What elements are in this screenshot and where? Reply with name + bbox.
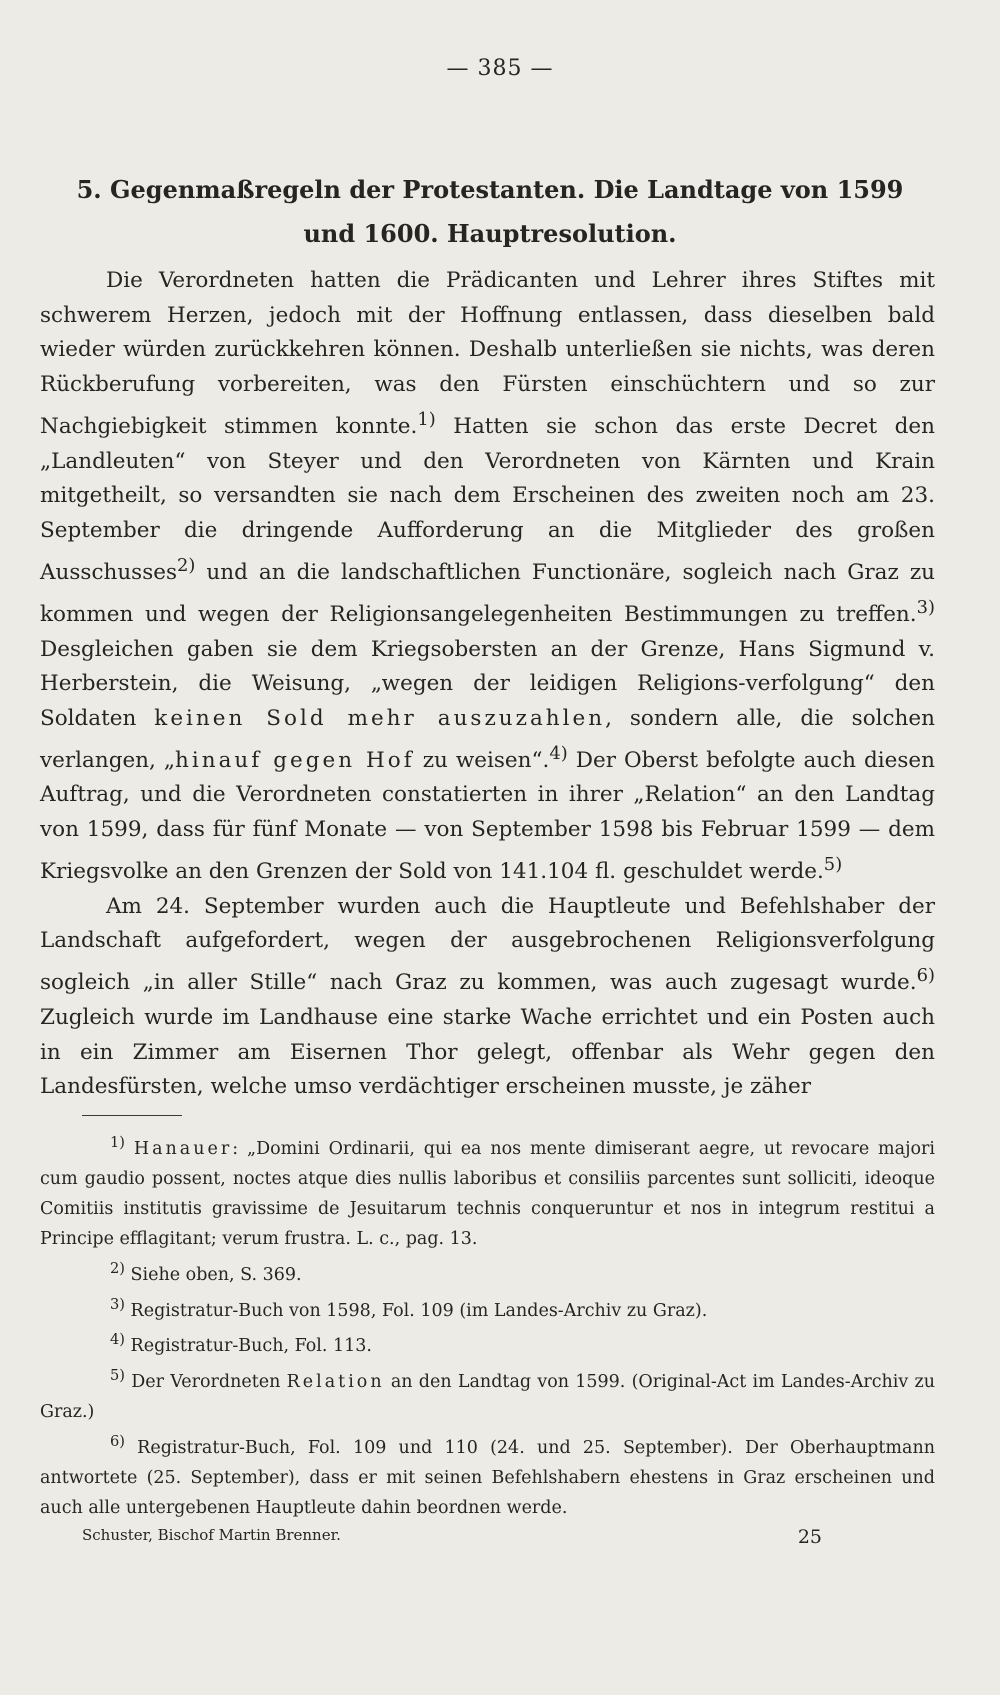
footnote-ref-5: 5) xyxy=(823,853,843,875)
section-title xyxy=(40,168,940,256)
footnote-1 xyxy=(40,1128,935,1254)
footnote-ref-2: 2) xyxy=(177,554,196,576)
emphasis-keinen-sold: keinen Sold mehr auszuzahlen xyxy=(154,705,606,731)
footnote-4 xyxy=(40,1325,935,1361)
footnote-6 xyxy=(40,1427,935,1523)
footnote-2-text: Siehe oben, S. 369. xyxy=(124,1264,302,1285)
page-footer xyxy=(82,1526,822,1548)
section-title-line-1: 5. Gegenmaßregeln der Protestanten. Die Landtage von 1599 xyxy=(76,175,904,204)
footnote-2 xyxy=(40,1254,935,1290)
footnote-ref-1: 1) xyxy=(417,408,436,430)
footnote-6-mark: 6) xyxy=(110,1433,125,1451)
body-text xyxy=(40,264,935,1105)
footnote-1-author: Hanauer xyxy=(133,1138,233,1159)
footnote-4-mark: 4) xyxy=(110,1331,125,1349)
footnote-1-text: : „Domini Ordinarii, qui ea nos mente dimiserant aegre, ut revocare majori cum gaudio possent, noctes atque dies nullis laboribus et consiliis parcentes sunt solliciti, ideoque Comitiis institutis gravissime de Jesuitarum technis conqueruntur et nos in integrum restitui a Principe efflagitant; verum frustra. L. c., pag. 13. xyxy=(40,1138,935,1249)
paragraph-1-text-1: Die Verordneten hatten die Prädicanten und Lehrer ihres Stiftes mit schwerem Herzen, jedoch mit der Hoffnung entlassen, dass dieselben bald wieder würden zurückkehren können. Deshalb unterließen sie nichts, was deren Rückberufung vorbereiten, was den Fürsten einschüchtern und so zur Nachgiebigkeit stimmen konnte. xyxy=(40,268,935,439)
paragraph-1-text-4: Desgleichen gaben sie dem Kriegsobersten an der Grenze, Hans Sigmund v. Herberstein, die Weisung, „wegen der leidigen Religions-verfolgung“ den Soldaten xyxy=(40,636,935,731)
paragraph-2-text-2: Zugleich wurde im Landhause eine starke Wache errichtet und ein Posten auch in ein Zimmer am Eisernen Thor gelegt, offenbar als Wehr gegen den Landesfürsten, welche umso verdächtiger erscheinen musste, je zäher xyxy=(40,1005,935,1100)
footnote-divider xyxy=(82,1115,182,1116)
running-footer-author: Schuster, Bischof Martin Brenner. xyxy=(82,1526,341,1544)
footnote-4-text: Registratur-Buch, Fol. 113. xyxy=(124,1336,372,1357)
paragraph-2-text-1: Am 24. September wurden auch die Hauptleute und Befehlshaber der Landschaft aufgefordert, wegen der ausgebrochenen Religionsverfolgung sogleich „in aller Stille“ nach Graz zu kommen, was auch zugesagt wurde. xyxy=(40,893,935,996)
paragraph-1-text-3: und an die landschaftlichen Functionäre, sogleich nach Graz zu kommen und wegen der Religionsangelegenheiten Bestimmungen zu treffen. xyxy=(40,559,935,627)
section-title-line-2: und 1600. Hauptresolution. xyxy=(303,219,677,248)
footnote-ref-3: 3) xyxy=(916,596,935,618)
footnote-ref-6: 6) xyxy=(916,965,935,987)
footnote-5-mark: 5) xyxy=(110,1367,125,1385)
footnote-5-text-b: an den Landtag von 1599. (Original-Act im Landes-Archiv zu Graz.) xyxy=(40,1372,935,1423)
paragraph-1-text-2: Hatten sie schon das erste Decret den „Landleuten“ von Steyer und den Verordneten von Kärnten und Krain mitgetheilt, so versandten sie nach dem Erscheinen des zweiten noch am 23. September die dringende Aufforderung an die Mitglieder des großen Ausschusses xyxy=(40,413,936,585)
page-number: — 385 — xyxy=(446,56,554,81)
emphasis-hinauf-gegen-hof: hinauf gegen Hof xyxy=(175,747,415,773)
footnote-3-text: Registratur-Buch von 1598, Fol. 109 (im Landes-Archiv zu Graz). xyxy=(124,1300,708,1321)
paragraph-2 xyxy=(40,890,935,1105)
paragraph-1 xyxy=(40,264,935,890)
paragraph-1-text-5: , sondern alle, die solchen verlangen, „ xyxy=(40,705,935,773)
footnote-3 xyxy=(40,1290,935,1326)
footnote-2-mark: 2) xyxy=(110,1259,125,1277)
footnotes xyxy=(40,1128,935,1523)
footnote-6-text: Registratur-Buch, Fol. 109 und 110 (24. und 25. September). Der Oberhauptmann antwortete (25. September), dass er mit seinen Befehlshabern ehestens in Graz erscheinen und auch alle untergebenen Hauptleute dahin beordnen werde. xyxy=(40,1437,935,1518)
footnote-5-text-a: Der Verordneten xyxy=(124,1372,287,1393)
footnote-5-relation: Relation xyxy=(286,1372,385,1393)
footnote-ref-4: 4) xyxy=(549,742,568,764)
footnote-1-mark: 1) xyxy=(110,1134,125,1151)
paragraph-1-text-7: Der Oberst befolgte auch diesen Auftrag, und die Verordneten constatierten in ihrer „Relation“ an den Landtag von 1599, dass für fünf Monate — von September 1598 bis Februar 1599 — dem Kriegsvolke an den Grenzen der Sold von 141.104 fl. geschuldet werde. xyxy=(40,747,935,885)
footnote-5 xyxy=(40,1361,935,1427)
footnote-3-mark: 3) xyxy=(110,1295,125,1313)
signature-mark: 25 xyxy=(797,1526,822,1548)
paragraph-1-text-6: zu weisen“. xyxy=(414,747,550,773)
